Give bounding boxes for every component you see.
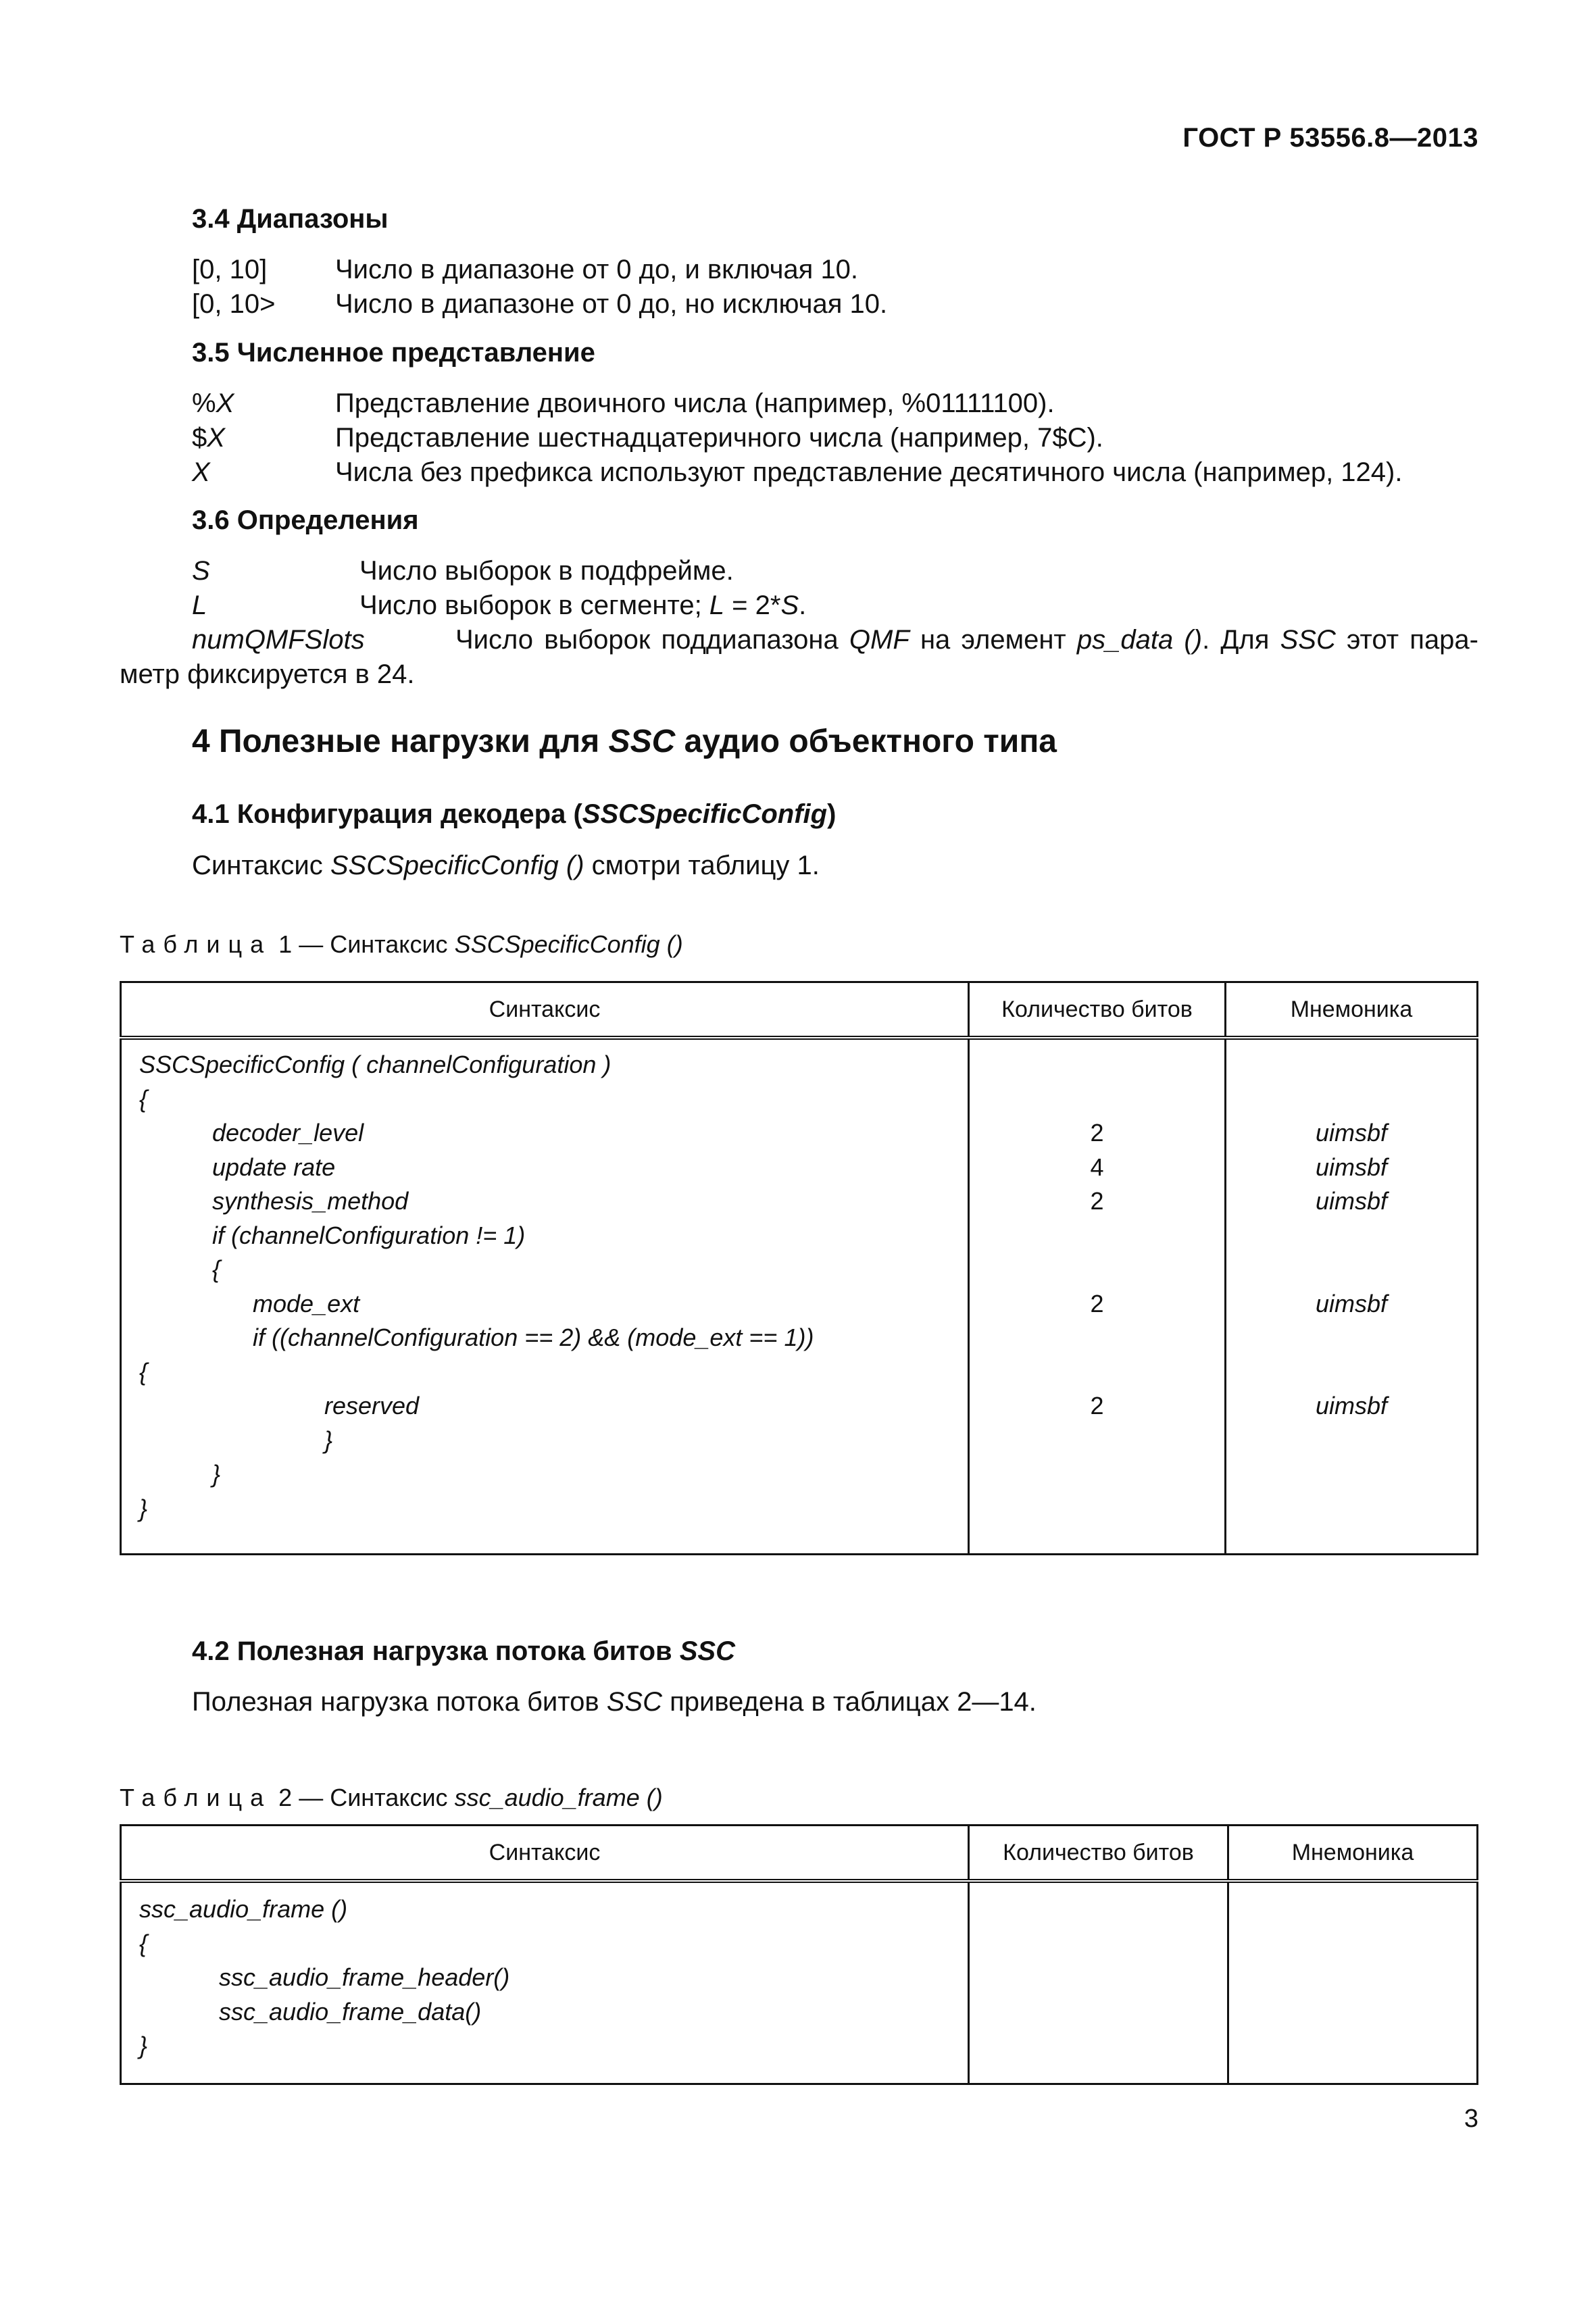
mnemonic-value [1226,1082,1476,1117]
column-header: Мнемоника [1226,982,1478,1038]
mnemonic-value [1226,1424,1476,1458]
section-3-5-title: 3.5 Численное представление [192,338,595,368]
bits-value [970,1457,1224,1492]
bits-cell [969,1038,1226,1555]
range-term: [0, 10> [192,289,276,319]
code-line: update rate [212,1153,336,1181]
code-line: { [139,1357,148,1386]
standard-designation: ГОСТ Р 53556.8—2013 [1182,123,1478,153]
definition-term: L [192,590,207,620]
bits-value: 2 [1090,1289,1104,1317]
notation-term: X [192,457,210,487]
column-header: Количество битов [969,982,1226,1038]
bits-value [970,1253,1224,1287]
code-line: { [212,1255,221,1283]
notation-desc: Представление двоичного числа (например, %01111100). [335,388,1055,418]
code-line: ssc_audio_frame () [139,1895,348,1923]
mnemonic-cell [1228,1881,1478,2084]
table-body-row [121,1881,1478,2084]
mnemonic-value: uimsbf [1315,1289,1388,1317]
table-2-caption: Таблица 2 — Синтаксис ssc_audio_frame () [120,1784,663,1811]
code-line: } [139,2032,148,2059]
code-line: synthesis_method [212,1187,409,1215]
section-4-1-paragraph: Синтаксис SSCSpecificConfig () смотри таблицу 1. [192,851,820,880]
code-line: ssc_audio_frame_data() [219,1997,482,2026]
section-3-6-title: 3.6 Определения [192,505,419,535]
table-body-row [121,1038,1478,1555]
bits-value: 2 [1090,1119,1104,1147]
section-4-2-title: 4.2 Полезная нагрузка потока битов SSC [192,1636,735,1666]
mnemonic-value: uimsbf [1315,1392,1388,1419]
code-line: SSCSpecificConfig ( channelConfiguration ) [139,1051,612,1078]
table-1 [120,981,1478,1555]
mnemonic-value: uimsbf [1315,1119,1388,1147]
mnemonic-value [1226,1457,1476,1492]
section-4-title: 4 Полезные нагрузки для SSC аудио объектного типа [192,724,1057,759]
bits-value [970,1321,1224,1355]
syntax-cell [121,1038,969,1555]
mnemonic-value [1226,1253,1476,1287]
notation-desc: Представление шестнадцатеричного числа (например, 7$C). [335,423,1103,453]
bits-value [970,1048,1224,1082]
notation-term: $X [192,423,225,453]
mnemonic-value [1226,1048,1476,1082]
bits-value [970,1492,1224,1526]
page-number: 3 [1464,2105,1478,2133]
code-line: mode_ext [253,1289,360,1317]
code-line: { [139,1929,148,1957]
bits-value [970,1082,1224,1117]
bits-value: 2 [1090,1392,1104,1419]
notation-desc: Числа без префикса используют представление десятичного числа (например, 124). [335,457,1403,487]
mnemonic-value [1226,1492,1476,1526]
range-term: [0, 10] [192,255,268,284]
bits-value: 4 [1090,1153,1104,1181]
mnemonic-value: uimsbf [1315,1187,1388,1215]
table-header-row [121,982,1478,1038]
section-4-1-title: 4.1 Конфигурация декодера (SSCSpecificConfig) [192,799,837,829]
definition-desc: Число выборок поддиапазона QMF на элемент ps_data (). Для SSC этот пара- [455,625,1478,655]
code-line: } [139,1494,148,1522]
mnemonic-value [1226,1355,1476,1390]
code-line: if (channelConfiguration != 1) [212,1221,526,1249]
definition-term: numQMFSlots [192,625,365,655]
notation-term: %X [192,388,234,418]
column-header: Синтаксис [121,982,969,1038]
definition-continuation: метр фиксируется в 24. [120,659,415,689]
bits-value [970,1355,1224,1390]
code-line: if ((channelConfiguration == 2) && (mode_ext == 1)) [253,1324,814,1351]
code-line: decoder_level [212,1119,364,1147]
bits-value [970,1219,1224,1253]
code-line: } [212,1460,221,1488]
range-desc: Число в диапазоне от 0 до, и включая 10. [335,255,859,284]
mnemonic-value: uimsbf [1315,1153,1388,1181]
bits-value [970,1424,1224,1458]
code-line: reserved [324,1392,420,1419]
mnemonic-value [1226,1219,1476,1253]
mnemonic-value [1226,1321,1476,1355]
range-desc: Число в диапазоне от 0 до, но исключая 10. [335,289,888,319]
section-3-4-title: 3.4 Диапазоны [192,204,389,234]
section-4-2-paragraph: Полезная нагрузка потока битов SSC приведена в таблицах 2—14. [192,1687,1037,1717]
code-line: { [139,1084,148,1113]
code-line: ssc_audio_frame_header() [219,1963,510,1991]
mnemonic-cell [1226,1038,1478,1555]
column-header: Мнемоника [1228,1826,1478,1882]
definition-desc: Число выборок в подфрейме. [359,556,734,586]
column-header: Количество битов [969,1826,1228,1882]
code-line: } [324,1426,333,1454]
bits-value: 2 [1090,1187,1104,1215]
table-header-row [121,1826,1478,1882]
table-1-caption: Таблица 1 — Синтаксис SSCSpecificConfig () [120,930,683,958]
definition-term: S [192,556,210,586]
column-header: Синтаксис [121,1826,969,1882]
table-2 [120,1824,1478,2085]
bits-cell [969,1881,1228,2084]
definition-desc: Число выборок в сегменте; L = 2*S. [359,590,807,620]
syntax-cell [121,1881,969,2084]
